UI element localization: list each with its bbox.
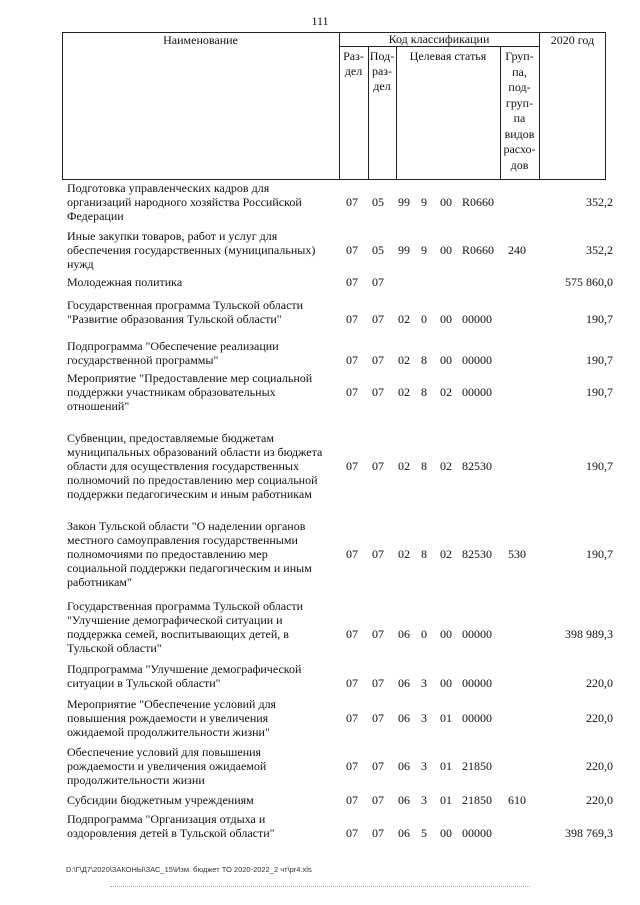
row-name-line: Субвенции, предоставляемые бюджетам [67,431,274,445]
podrazdel-code: 07 [372,547,384,561]
row-name-line: ситуации в Тульской области" [67,676,221,690]
target-code-program: 06 [398,711,410,725]
razdel-code: 07 [346,826,358,840]
podrazdel-code: 07 [372,627,384,641]
header-target: Целевая статья [409,49,487,63]
footer-rule [110,886,530,887]
target-code-program: 02 [398,353,410,367]
header-podrazdel: Под- раз- дел [369,49,395,93]
target-code-subprogram: 3 [421,676,427,690]
target-code-direction: 00000 [462,353,492,367]
row-name [67,431,339,501]
row-name-line: Обеспечение условий для повышения [67,745,262,759]
amount-2020: 190,7 [586,353,613,367]
target-code-program: 06 [398,759,410,773]
row-name-line: повышения рождаемости и увеличения [67,711,269,725]
target-code-subprogram: 5 [421,826,427,840]
amount-2020: 398 989,3 [565,627,613,641]
row-name-line: Закон Тульской области "О наделении органов [67,519,306,533]
target-code-direction: 21850 [462,759,492,773]
row-name [67,229,339,271]
target-code-activity: 00 [440,826,452,840]
amount-2020: 220,0 [586,676,613,690]
target-code-subprogram: 8 [421,459,427,473]
row-name-line: поддержки участникам образовательных [67,385,276,399]
row-name-line: полномочий по предоставлению мер социальной [67,473,318,487]
header-left-border [62,32,63,179]
target-code-direction: 82530 [462,459,492,473]
row-name-line: местного самоуправления государственными [67,533,298,547]
podrazdel-code: 07 [372,459,384,473]
row-name [67,298,339,326]
row-name-line: Субсидии бюджетным учреждениям [67,793,254,807]
target-code-direction: 00000 [462,312,492,326]
row-name-line: Федерации [67,209,124,223]
razdel-code: 07 [346,195,358,209]
row-name-line: Подпрограмма "Обеспечение реализации [67,339,279,353]
target-code-program: 02 [398,459,410,473]
row-name-line: организаций народного хозяйства Российской [67,195,302,209]
row-name-line: Мероприятие "Обеспечение условий для [67,697,277,711]
row-name-line: Мероприятие "Предоставление мер социальной [67,371,313,385]
target-code-direction: 00000 [462,711,492,725]
target-code-program: 06 [398,793,410,807]
row-name-line: области для осуществления государственных [67,459,299,473]
header-divider-podrazdel [396,46,397,179]
amount-2020: 190,7 [586,385,613,399]
amount-2020: 190,7 [586,547,613,561]
row-name-line: рождаемости и увеличения ожидаемой [67,759,267,773]
row-name-line: поддержка семей, воспитывающих детей, в [67,627,289,641]
razdel-code: 07 [346,711,358,725]
target-code-program: 02 [398,385,410,399]
target-code-subprogram: 9 [421,243,427,257]
razdel-code: 07 [346,547,358,561]
amount-2020: 352,2 [586,195,613,209]
row-name [67,793,339,807]
row-name-line: отношений" [67,399,130,413]
target-code-direction: 00000 [462,826,492,840]
target-code-program: 99 [398,243,410,257]
target-code-activity: 00 [440,243,452,257]
amount-2020: 220,0 [586,793,613,807]
expense-group-code: 610 [508,793,526,807]
target-code-subprogram: 0 [421,312,427,326]
row-name [67,519,339,589]
expense-group-code: 240 [508,243,526,257]
razdel-code: 07 [346,353,358,367]
target-code-program: 06 [398,676,410,690]
amount-2020: 398 769,3 [565,826,613,840]
amount-2020: 220,0 [586,759,613,773]
target-code-subprogram: 3 [421,711,427,725]
target-code-direction: R0660 [462,243,495,257]
podrazdel-code: 07 [372,353,384,367]
target-code-program: 06 [398,627,410,641]
row-name [67,662,339,690]
amount-2020: 575 860,0 [565,275,613,289]
razdel-code: 07 [346,312,358,326]
target-code-program: 02 [398,312,410,326]
amount-2020: 352,2 [586,243,613,257]
razdel-code: 07 [346,459,358,473]
row-name-line: Государственная программа Тульской области [67,298,304,312]
podrazdel-code: 07 [372,312,384,326]
target-code-subprogram: 8 [421,547,427,561]
header-group: Груп- па, под- груп- па видов расхо- дов [503,49,536,172]
row-name-line: поддержки педагогическим и иным работникам [67,487,312,501]
target-code-activity: 02 [440,385,452,399]
target-code-direction: 00000 [462,676,492,690]
target-code-activity: 00 [440,195,452,209]
row-name [67,339,339,367]
target-code-subprogram: 0 [421,627,427,641]
row-name-line: государственной программы" [67,353,219,367]
target-code-direction: 21850 [462,793,492,807]
row-name-line: Молодежная политика [67,275,183,289]
row-name-line: Иные закупки товаров, работ и услуг для [67,229,278,243]
target-code-program: 99 [398,195,410,209]
target-code-subprogram: 3 [421,759,427,773]
target-code-direction: 82530 [462,547,492,561]
header-right-border [605,32,606,179]
header-name: Наименование [163,33,238,47]
podrazdel-code: 07 [372,826,384,840]
row-name-line: Подпрограмма "Улучшение демографической [67,662,302,676]
podrazdel-code: 07 [372,759,384,773]
razdel-code: 07 [346,759,358,773]
row-name-line: работникам" [67,575,132,589]
header-razdel: Раз- дел [343,49,364,78]
target-code-activity: 00 [440,312,452,326]
podrazdel-code: 05 [372,195,384,209]
amount-2020: 190,7 [586,459,613,473]
target-code-activity: 01 [440,759,452,773]
row-name-line: обеспечения государственных (муниципальных) [67,243,316,257]
row-name-line: социальной поддержки педагогическим и иным [67,561,312,575]
header-divider-year [539,32,540,179]
target-code-activity: 00 [440,353,452,367]
target-code-program: 02 [398,547,410,561]
target-code-subprogram: 8 [421,353,427,367]
row-name [67,812,339,840]
header-classification: Код классификации [388,32,490,46]
amount-2020: 220,0 [586,711,613,725]
target-code-direction: 00000 [462,627,492,641]
page-number: 111 [311,14,329,28]
row-name-line: оздоровления детей в Тульской области" [67,826,275,840]
expense-group-code: 530 [508,547,526,561]
podrazdel-code: 07 [372,793,384,807]
header-bottom-border [62,179,606,180]
header-year: 2020 год [550,33,595,47]
target-code-subprogram: 8 [421,385,427,399]
razdel-code: 07 [346,676,358,690]
target-code-subprogram: 9 [421,195,427,209]
row-name-line: нужд [67,257,94,271]
target-code-activity: 01 [440,711,452,725]
target-code-activity: 01 [440,793,452,807]
razdel-code: 07 [346,627,358,641]
amount-2020: 190,7 [586,312,613,326]
razdel-code: 07 [346,275,358,289]
podrazdel-code: 07 [372,275,384,289]
row-name [67,745,339,787]
row-name [67,181,339,223]
razdel-code: 07 [346,793,358,807]
podrazdel-code: 07 [372,711,384,725]
podrazdel-code: 05 [372,243,384,257]
row-name-line: "Развитие образования Тульской области" [67,312,282,326]
row-name-line: муниципальных образований области из бюджета [67,445,323,459]
row-name [67,599,339,655]
target-code-direction: R0660 [462,195,495,209]
row-name-line: продолжительности жизни [67,773,205,787]
target-code-program: 06 [398,826,410,840]
target-code-activity: 02 [440,459,452,473]
razdel-code: 07 [346,243,358,257]
podrazdel-code: 07 [372,385,384,399]
row-name-line: Государственная программа Тульской области [67,599,304,613]
podrazdel-code: 07 [372,676,384,690]
row-name-line: Тульской области" [67,641,162,655]
row-name [67,371,339,413]
row-name-line: Подготовка управленческих кадров для [67,181,270,195]
file-path-footer: D:\Г\Д7\2020\ЗАКОНЫ\ЗАС_15\Изм. бюджет ТО 2020-2022_2 чт\pr4.xls [66,865,312,874]
row-name-line: Подпрограмма "Организация отдыха и [67,812,266,826]
row-name-line: "Улучшение демографической ситуации и [67,613,283,627]
target-code-direction: 00000 [462,385,492,399]
row-name-line: полномочиями по предоставлению мер [67,547,268,561]
razdel-code: 07 [346,385,358,399]
target-code-activity: 02 [440,547,452,561]
row-name [67,275,339,289]
row-name-line: ожидаемой продолжительности жизни" [67,725,270,739]
row-name [67,697,339,739]
target-code-activity: 00 [440,676,452,690]
target-code-activity: 00 [440,627,452,641]
target-code-subprogram: 3 [421,793,427,807]
